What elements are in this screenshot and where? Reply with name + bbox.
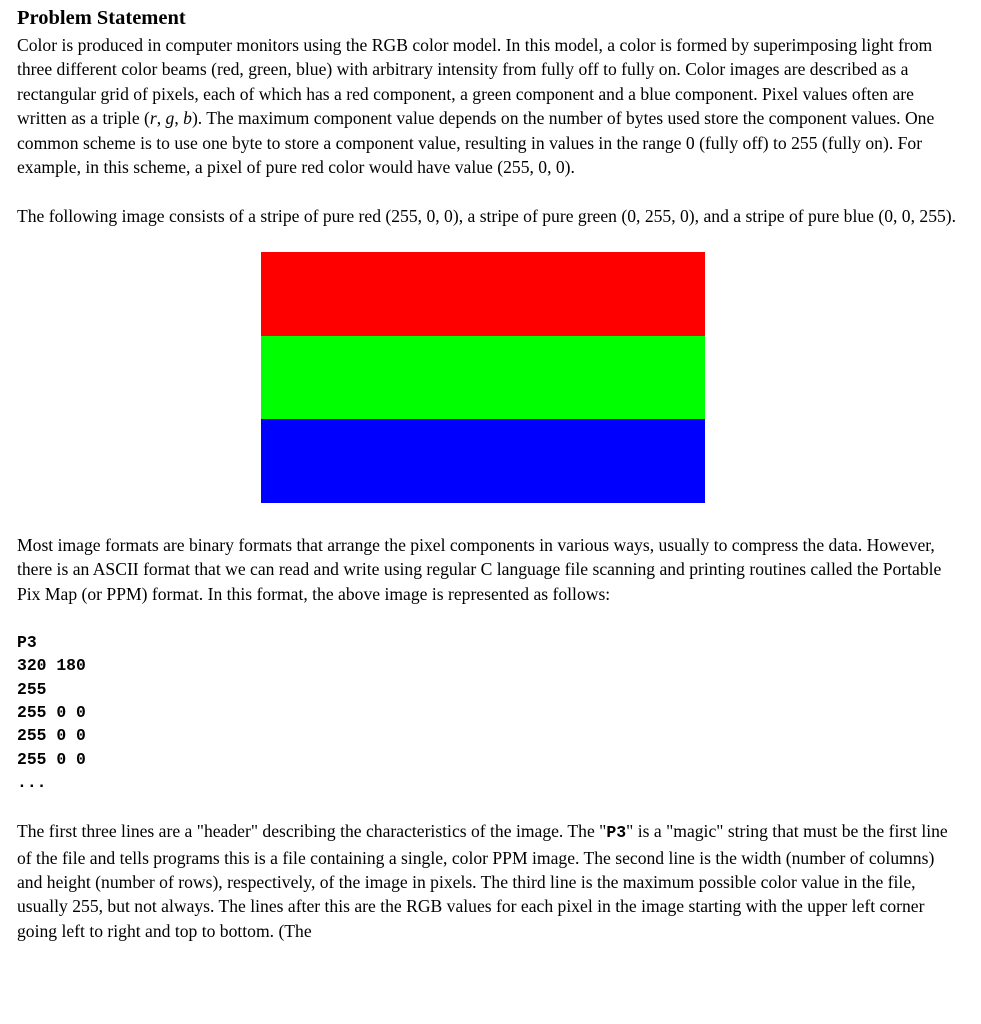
- header-text-part1: The first three lines are a "header" describing the characteristics of the image. The ": [17, 821, 607, 842]
- green-stripe: [261, 336, 705, 419]
- code-line: ...: [17, 772, 47, 792]
- intro-text-part2: ). The maximum component value depends on the number of bytes used store the component values. One common scheme is to use one byte to store a component value, resulting in values in the range 0 (fully off) to 255 (fully on). For example, in this scheme, a pixel of pure red color would have value (255, 0, 0).: [17, 108, 935, 178]
- intro-text-part1: Color is produced in computer monitors using the RGB color model. In this model, a color is formed by superimposing light from three different color beams (red, green, blue) with arbitrary intensity from fully off to fully on. Color images are described as a rectangular grid of pixels, each of which has a red component, a green component and a blue component. Pixel values often are written as a triple (: [17, 35, 933, 129]
- code-line: P3: [17, 633, 37, 653]
- blue-stripe: [261, 419, 705, 503]
- code-line: 255 0 0: [17, 726, 86, 746]
- ppm-format-paragraph: Most image formats are binary formats that arrange the pixel components in various ways, usually to compress the data. However, there is an ASCII format that we can read and write using regular C language file scanning and printing routines called the Portable Pix Map (or PPM) format. In this format, the above image is represented as follows:: [17, 534, 942, 604]
- separator-1: ,: [156, 108, 166, 129]
- inline-code-p3: P3: [606, 823, 627, 843]
- code-line: 255 0 0: [17, 749, 86, 769]
- ppm-code-block: [17, 631, 959, 794]
- code-line: 255 0 0: [17, 702, 86, 722]
- rgb-stripes-image: [261, 252, 705, 503]
- code-line: 320 180: [17, 656, 86, 676]
- header-explanation-paragraph: [17, 819, 959, 943]
- red-stripe: [261, 252, 705, 336]
- var-r: r: [149, 108, 157, 129]
- header-text-part2: " is a "magic" string that must be the first line of the file and tells programs this is a file containing a single, color PPM image. The second line is the width (number of columns) and height (number of rows), respectively, of the image in pixels. The third line is the maximum possible color value in the file, usually 255, but not always. The lines after this are the RGB values for each pixel in the image starting with the upper left corner going left to right and top to bottom. (The: [17, 821, 948, 941]
- var-g: g: [165, 108, 175, 129]
- separator-2: ,: [174, 108, 184, 129]
- var-b: b: [183, 108, 192, 129]
- intro-paragraph: [17, 33, 959, 179]
- code-line: 255: [17, 679, 47, 699]
- stripes-paragraph: The following image consists of a stripe of pure red (255, 0, 0), a stripe of pure green (0, 255, 0), and a stripe of pure blue (0, 0, 255).: [17, 206, 957, 227]
- page-title: Problem Statement: [17, 7, 186, 29]
